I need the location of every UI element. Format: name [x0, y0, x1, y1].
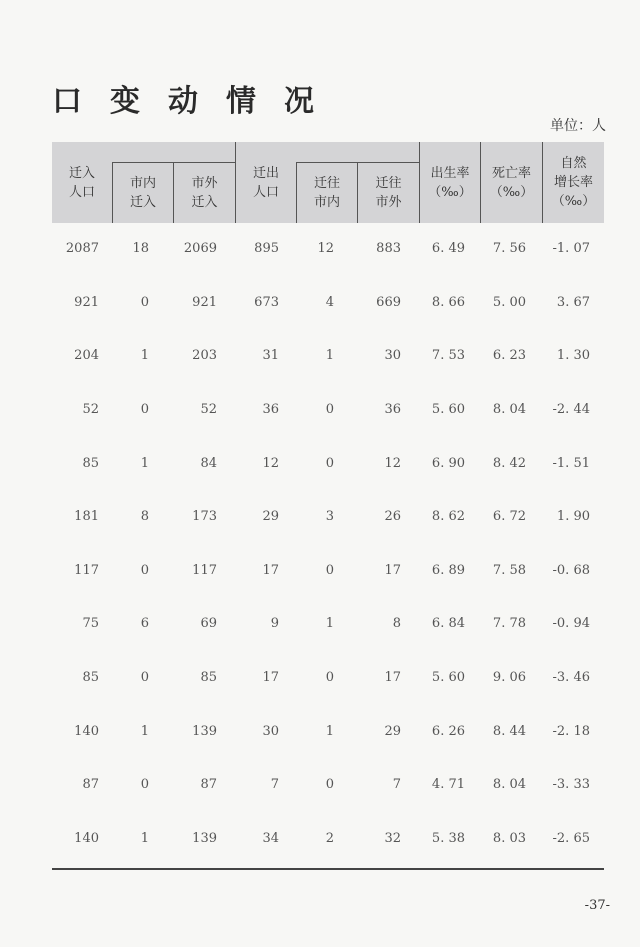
table-cell: 52: [82, 402, 99, 418]
table-cell: 8. 62: [431, 509, 465, 525]
table-cell: 0: [140, 670, 149, 686]
table-cell: -1. 07: [552, 241, 590, 257]
table-cell: 921: [74, 294, 99, 310]
table-cell: 5. 00: [492, 294, 526, 310]
table-cell: 140: [74, 723, 99, 739]
table-cell: 17: [262, 670, 279, 686]
table-cell: 85: [82, 455, 99, 471]
page-number: -37-: [584, 898, 610, 913]
table-cell: 8: [392, 616, 401, 632]
table-cell: 1: [140, 348, 149, 364]
table-cell: 6. 90: [431, 455, 465, 471]
table-cell: 17: [384, 562, 401, 578]
table-row: [52, 436, 604, 490]
table-cell: 87: [200, 777, 217, 793]
table-cell: 0: [140, 402, 149, 418]
table-cell: 181: [74, 509, 99, 525]
table-cell: -0. 68: [552, 562, 590, 578]
table-cell: 12: [262, 455, 279, 471]
table-cell: 0: [325, 777, 334, 793]
table-cell: 6. 89: [431, 562, 465, 578]
table-cell: 36: [384, 402, 401, 418]
table-cell: 0: [325, 455, 334, 471]
table-cell: 85: [200, 670, 217, 686]
table-cell: 921: [192, 294, 217, 310]
table-cell: -1. 51: [552, 455, 590, 471]
table-cell: 669: [376, 294, 401, 310]
table-cell: 84: [200, 455, 217, 471]
table-cell: 7. 78: [492, 616, 526, 632]
table-cell: 9: [270, 616, 279, 632]
table-cell: 0: [325, 562, 334, 578]
table-cell: 32: [384, 830, 401, 846]
table-cell: 0: [325, 670, 334, 686]
header-in-total: 迁入 人口: [68, 165, 95, 200]
table-cell: 4. 71: [431, 777, 465, 793]
header-out-city: 迁往 市内: [313, 176, 340, 210]
table-row: [52, 651, 604, 705]
table-cell: 87: [82, 777, 99, 793]
table-row: [52, 329, 604, 383]
table-cell: 1: [140, 455, 149, 471]
table-cell: -0. 94: [552, 616, 590, 632]
table-cell: 0: [325, 402, 334, 418]
table-cell: 52: [200, 402, 217, 418]
table-cell: 12: [317, 241, 334, 257]
table-cell: 30: [262, 723, 279, 739]
table-cell: 203: [192, 348, 217, 364]
table-cell: 17: [384, 670, 401, 686]
table-cell: 9. 06: [492, 670, 526, 686]
table-cell: 1: [140, 723, 149, 739]
table-cell: 26: [384, 509, 401, 525]
table-bottom-rule: [52, 868, 604, 870]
table-cell: 34: [262, 830, 279, 846]
table-cell: 17: [262, 562, 279, 578]
page-title: 口变动情况: [52, 84, 342, 119]
table-cell: 1. 90: [556, 509, 590, 525]
table-cell: 7. 58: [492, 562, 526, 578]
table-cell: 6: [140, 616, 149, 632]
table-row: [52, 758, 604, 812]
table-cell: 7. 56: [492, 241, 526, 257]
table-cell: -2. 65: [552, 830, 590, 846]
table-cell: 8. 04: [492, 402, 526, 418]
table-cell: 7. 53: [431, 348, 465, 364]
table-cell: 6. 49: [431, 241, 465, 257]
unit-label: 单位：人: [550, 118, 606, 134]
table-body: [52, 222, 604, 865]
table-cell: 8. 04: [492, 777, 526, 793]
table-row: [52, 544, 604, 598]
table-cell: 117: [74, 562, 99, 578]
header-in-city: 市内 迁入: [129, 176, 156, 210]
table-cell: 139: [192, 723, 217, 739]
table-cell: 6. 84: [431, 616, 465, 632]
table-cell: -3. 46: [552, 670, 590, 686]
table-cell: 0: [140, 562, 149, 578]
table-cell: 6. 26: [431, 723, 465, 739]
table-cell: 4: [325, 294, 334, 310]
table-cell: 8. 03: [492, 830, 526, 846]
table-cell: 12: [384, 455, 401, 471]
table-cell: -3. 33: [552, 777, 590, 793]
table-cell: 204: [74, 348, 99, 364]
table-cell: 8. 42: [492, 455, 526, 471]
table-cell: 2069: [183, 241, 217, 257]
table-cell: 8. 44: [492, 723, 526, 739]
table-cell: -2. 44: [552, 402, 590, 418]
table-cell: 139: [192, 830, 217, 846]
table-cell: 2: [325, 830, 334, 846]
table-cell: 69: [200, 616, 217, 632]
table-cell: 1: [325, 616, 334, 632]
table-row: [52, 276, 604, 330]
table-cell: 1: [140, 830, 149, 846]
table-cell: 0: [140, 777, 149, 793]
table-cell: 0: [140, 294, 149, 310]
table-cell: 173: [192, 509, 217, 525]
table-cell: 75: [82, 616, 99, 632]
table-cell: 5. 38: [431, 830, 465, 846]
table-cell: 2087: [65, 241, 99, 257]
table-cell: 673: [254, 294, 279, 310]
table-cell: 895: [254, 241, 279, 257]
table-row: [52, 812, 604, 866]
table-cell: 883: [376, 241, 401, 257]
table-header: [52, 142, 604, 223]
table-cell: 140: [74, 830, 99, 846]
table-row: [52, 383, 604, 437]
table-row: [52, 490, 604, 544]
header-in-outside: 市外 迁入: [191, 176, 218, 210]
table-cell: 1. 30: [556, 348, 590, 364]
table-cell: 36: [262, 402, 279, 418]
table-cell: 7: [392, 777, 401, 793]
table-cell: 1: [325, 723, 334, 739]
table-cell: 5. 60: [431, 402, 465, 418]
table-cell: 29: [262, 509, 279, 525]
header-death-rate: 死亡率 （‰）: [489, 165, 534, 200]
table-cell: 29: [384, 723, 401, 739]
header-out-total: 迁出 人口: [252, 165, 279, 200]
table-cell: -2. 18: [552, 723, 590, 739]
table-cell: 31: [262, 348, 279, 364]
table-cell: 18: [132, 241, 149, 257]
table-cell: 6. 72: [492, 509, 526, 525]
table-row: [52, 704, 604, 758]
table-cell: 5. 60: [431, 670, 465, 686]
table-row: [52, 222, 604, 276]
table-cell: 6. 23: [492, 348, 526, 364]
table-cell: 30: [384, 348, 401, 364]
table-cell: 117: [192, 562, 217, 578]
table-row: [52, 597, 604, 651]
table-cell: 85: [82, 670, 99, 686]
header-out-outside: 迁往 市外: [375, 176, 402, 210]
table-cell: 3. 67: [556, 294, 590, 310]
header-birth-rate: 出生率 （‰）: [428, 165, 472, 200]
table-cell: 3: [325, 509, 334, 525]
table-cell: 1: [325, 348, 334, 364]
table-cell: 8: [140, 509, 149, 525]
table-cell: 8. 66: [431, 294, 465, 310]
header-natural-growth-rate: 自然 增长率 （‰）: [551, 156, 596, 209]
table-cell: 7: [270, 777, 279, 793]
